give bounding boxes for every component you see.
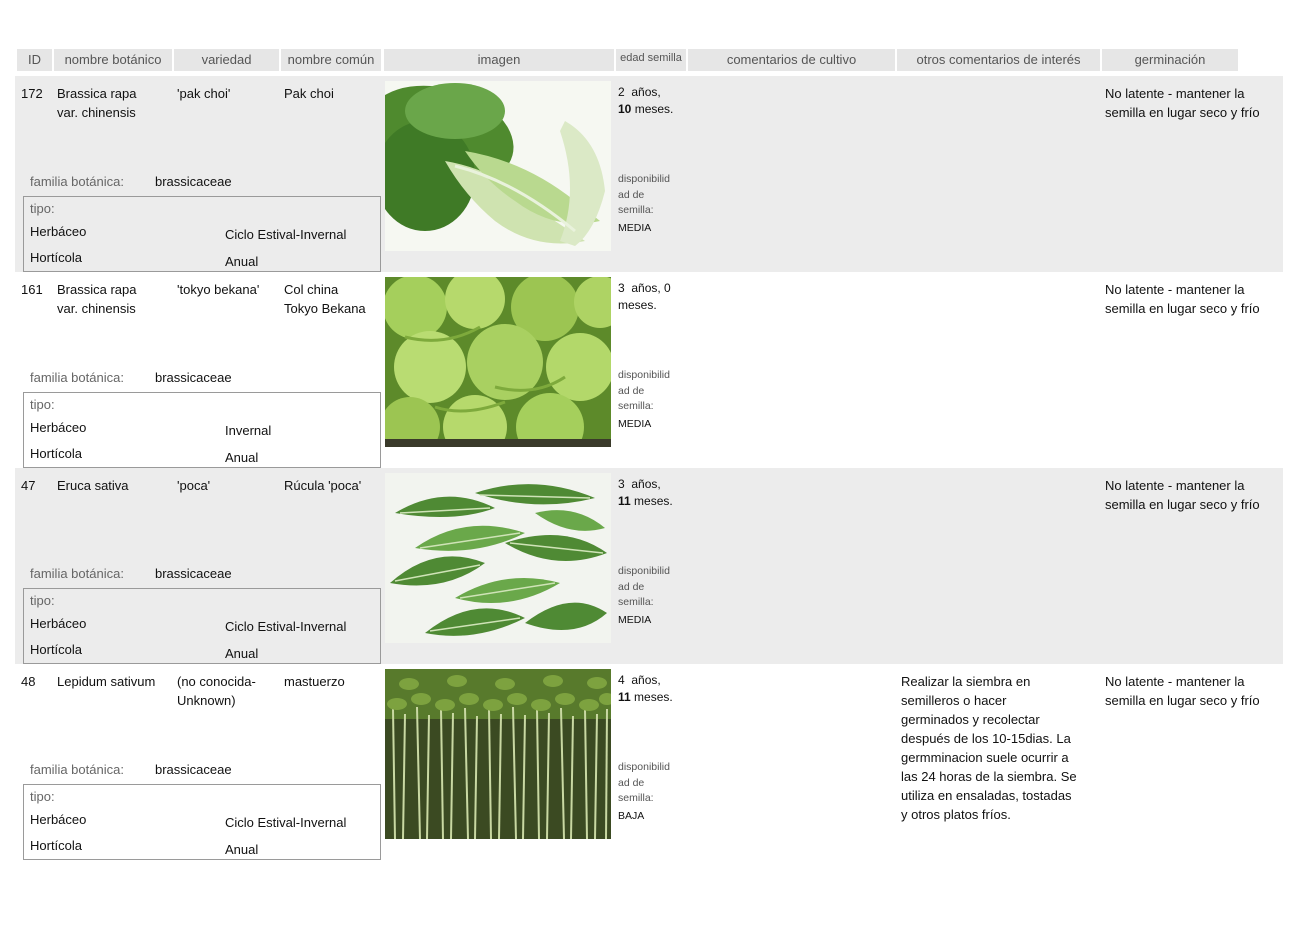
- germination: No latente - mantener la semilla en lugar seco y frío: [1105, 282, 1260, 316]
- type-horticultural: Hortícola: [30, 838, 83, 853]
- type-label: tipo:: [30, 789, 55, 804]
- duration: Anual: [225, 842, 259, 857]
- row-id: 47: [21, 478, 36, 493]
- table-row: [15, 76, 1283, 272]
- cycle: Invernal: [225, 423, 272, 438]
- availability-label: disponibilid ad de semilla:: [618, 173, 670, 216]
- availability-value: BAJA: [618, 810, 645, 822]
- germination: No latente - mantener la semilla en lugar seco y frío: [1105, 478, 1260, 512]
- family-value: brassicaceae: [155, 762, 232, 777]
- row-id: 172: [21, 86, 43, 101]
- variety: 'pak choi': [177, 86, 231, 101]
- family-value: brassicaceae: [155, 174, 232, 189]
- common-name: Col china Tokyo Bekana: [284, 282, 366, 316]
- type-horticultural: Hortícola: [30, 642, 83, 657]
- germination: No latente - mantener la semilla en lugar seco y frío: [1105, 86, 1260, 120]
- family-label: familia botánica:: [30, 174, 124, 189]
- table-row: [15, 664, 1283, 860]
- header-common-name: nombre común: [281, 49, 381, 71]
- variety: 'poca': [177, 478, 211, 493]
- family-label: familia botánica:: [30, 566, 124, 581]
- variety: 'tokyo bekana': [177, 282, 260, 297]
- cycle: Ciclo Estival-Invernal: [225, 227, 347, 242]
- garden-cress-photo: [385, 669, 611, 839]
- arugula-photo: [385, 473, 611, 643]
- family-label: familia botánica:: [30, 370, 124, 385]
- availability-label: disponibilid ad de semilla:: [618, 761, 670, 804]
- family-value: brassicaceae: [155, 370, 232, 385]
- botanical-name: Brassica rapa var. chinensis: [57, 86, 137, 120]
- common-name: Rúcula 'poca': [284, 478, 362, 493]
- header-id: ID: [17, 49, 52, 71]
- header-image: imagen: [384, 49, 614, 71]
- availability-label: disponibilid ad de semilla:: [618, 565, 670, 608]
- botanical-name: Eruca sativa: [57, 478, 129, 493]
- variety: (no conocida- Unknown): [177, 674, 256, 708]
- availability-value: MEDIA: [618, 222, 652, 234]
- duration: Anual: [225, 646, 259, 661]
- cycle: Ciclo Estival-Invernal: [225, 619, 347, 634]
- common-name: mastuerzo: [284, 674, 345, 689]
- availability-value: MEDIA: [618, 418, 652, 430]
- other-comments: Realizar la siembra en semilleros o hacer germinados y recolectar después de los 10-15dias. La germminacion suele ocurrir a las 24 horas de la siembra. Se utiliza en ensaladas, tostadas y otros platos fríos.: [901, 674, 1077, 822]
- duration: Anual: [225, 254, 259, 269]
- header-cultivation-comments: comentarios de cultivo: [688, 49, 895, 71]
- common-name: Pak choi: [284, 86, 334, 101]
- availability-value: MEDIA: [618, 614, 652, 626]
- seed-age: 3 años, 0 meses.: [618, 281, 671, 312]
- pak-choi-photo: [385, 81, 611, 251]
- cycle: Ciclo Estival-Invernal: [225, 815, 347, 830]
- header-variety: variedad: [174, 49, 279, 71]
- header-other-comments: otros comentarios de interés: [897, 49, 1100, 71]
- seed-age: 4 años, 11 meses.: [618, 673, 673, 704]
- row-id: 48: [21, 674, 36, 689]
- availability-label: disponibilid ad de semilla:: [618, 369, 670, 412]
- botanical-name: Lepidum sativum: [57, 674, 156, 689]
- header-botanical-name: nombre botánico: [54, 49, 172, 71]
- botanical-name: Brassica rapa var. chinensis: [57, 282, 137, 316]
- type-label: tipo:: [30, 201, 55, 216]
- tokyo-bekana-photo: [385, 277, 611, 447]
- type-label: tipo:: [30, 397, 55, 412]
- type-horticultural: Hortícola: [30, 446, 83, 461]
- table-row: [15, 272, 1283, 468]
- type-horticultural: Hortícola: [30, 250, 83, 265]
- family-label: familia botánica:: [30, 762, 124, 777]
- seed-age: 2 años, 10 meses.: [618, 85, 674, 116]
- row-id: 161: [21, 282, 43, 297]
- duration: Anual: [225, 450, 259, 465]
- germination: No latente - mantener la semilla en lugar seco y frío: [1105, 674, 1260, 708]
- header-seed-age: edad semilla: [616, 49, 686, 71]
- type-herbaceous: Herbáceo: [30, 616, 87, 631]
- seed-age: 3 años, 11 meses.: [618, 477, 673, 508]
- type-herbaceous: Herbáceo: [30, 420, 87, 435]
- type-label: tipo:: [30, 593, 55, 608]
- header-germination: germinación: [1102, 49, 1238, 71]
- table-row: [15, 468, 1283, 664]
- type-herbaceous: Herbáceo: [30, 224, 87, 239]
- type-herbaceous: Herbáceo: [30, 812, 87, 827]
- family-value: brassicaceae: [155, 566, 232, 581]
